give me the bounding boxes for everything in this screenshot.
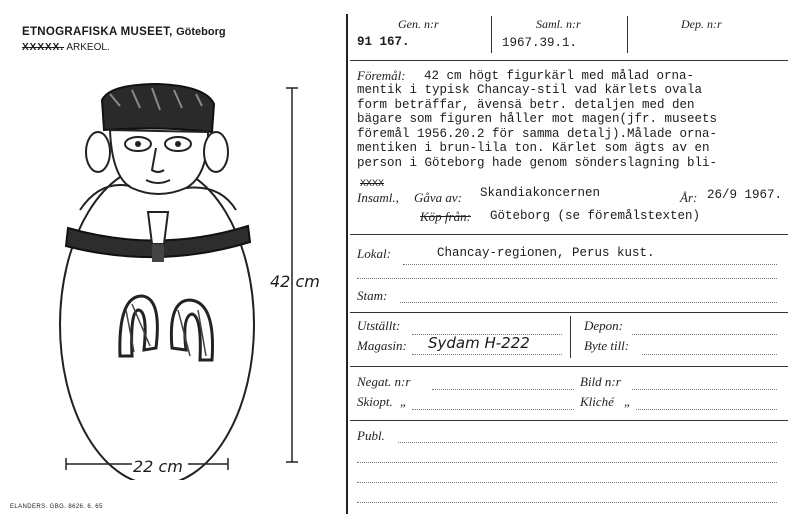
byte-label: Byte till: xyxy=(584,338,630,353)
gava-value: Skandiakoncernen xyxy=(480,186,601,200)
kop-value: Göteborg (se föremålstexten) xyxy=(490,209,701,223)
description-line: 42 cm högt figurkärl med målad orna- xyxy=(424,69,695,83)
description-line: form beträffar, ävensä betr. detaljen med den xyxy=(357,98,695,112)
museum-title xyxy=(22,26,226,38)
publ-label: Publ. xyxy=(357,428,385,443)
kliche-ditto: „ xyxy=(624,394,632,409)
skiopt-label: Skiopt. xyxy=(357,394,393,409)
negat-label: Negat. n:r xyxy=(357,374,411,389)
department xyxy=(22,42,110,53)
description-line: mentiken i brun-lila ton. Kärlet som ägts av en xyxy=(357,141,710,155)
utstallt-label: Utställt: xyxy=(357,318,401,333)
ar-value: 26/9 1967. xyxy=(707,188,783,202)
gava-label: Gåva av: xyxy=(414,190,463,205)
depon-label: Depon: xyxy=(584,318,623,333)
lokal-label: Lokal: xyxy=(357,246,391,261)
stam-label: Stam: xyxy=(357,288,388,303)
lokal-value: Chancay-regionen, Perus kust. xyxy=(437,246,655,260)
ar-label: År: xyxy=(680,190,698,205)
saml-nr-value: 1967.39.1. xyxy=(502,36,578,50)
vessel-drawing xyxy=(40,60,300,480)
struck-department: XXXXX. xyxy=(22,42,65,53)
insaml-label: Insaml., xyxy=(357,190,399,205)
museum-city: Göteborg xyxy=(176,26,226,38)
gen-nr-value: 91 167. xyxy=(357,35,410,49)
struck-acquisition: XXXX xyxy=(360,179,385,190)
museum-name: ETNOGRAFISKA MUSEET, xyxy=(22,26,173,38)
width-dimension-label: 22 cm xyxy=(133,457,183,476)
saml-nr-label: Saml. n:r xyxy=(536,17,581,31)
description-line: föremål 1956.20.2 för samma detalj).Målade orna- xyxy=(357,127,718,141)
printer-imprint: ELANDERS. GBG. 8626. 6. 65 xyxy=(10,504,103,510)
bild-label: Bild n:r xyxy=(580,374,621,389)
skiopt-ditto: „ xyxy=(400,394,408,409)
department-name: ARKEOL. xyxy=(66,42,110,53)
gen-nr-label: Gen. n:r xyxy=(398,17,439,31)
description-line: person i Göteborg hade genom sönderslagning bli- xyxy=(357,156,718,170)
kliche-label: Kliché xyxy=(580,394,614,409)
magasin-value: Sydam H-222 xyxy=(428,334,530,352)
description-line: mentik i typisk Chancay-stil vad kärlets ovala xyxy=(357,83,703,97)
magasin-label: Magasin: xyxy=(357,338,407,353)
kop-label: Köp från: xyxy=(420,209,471,224)
height-dimension-label: 42 cm xyxy=(270,272,320,291)
foremal-label: Föremål: xyxy=(357,68,406,83)
dep-nr-label: Dep. n:r xyxy=(681,17,722,31)
description-line: bägare som figuren håller mot magen(jfr. museets xyxy=(357,112,718,126)
